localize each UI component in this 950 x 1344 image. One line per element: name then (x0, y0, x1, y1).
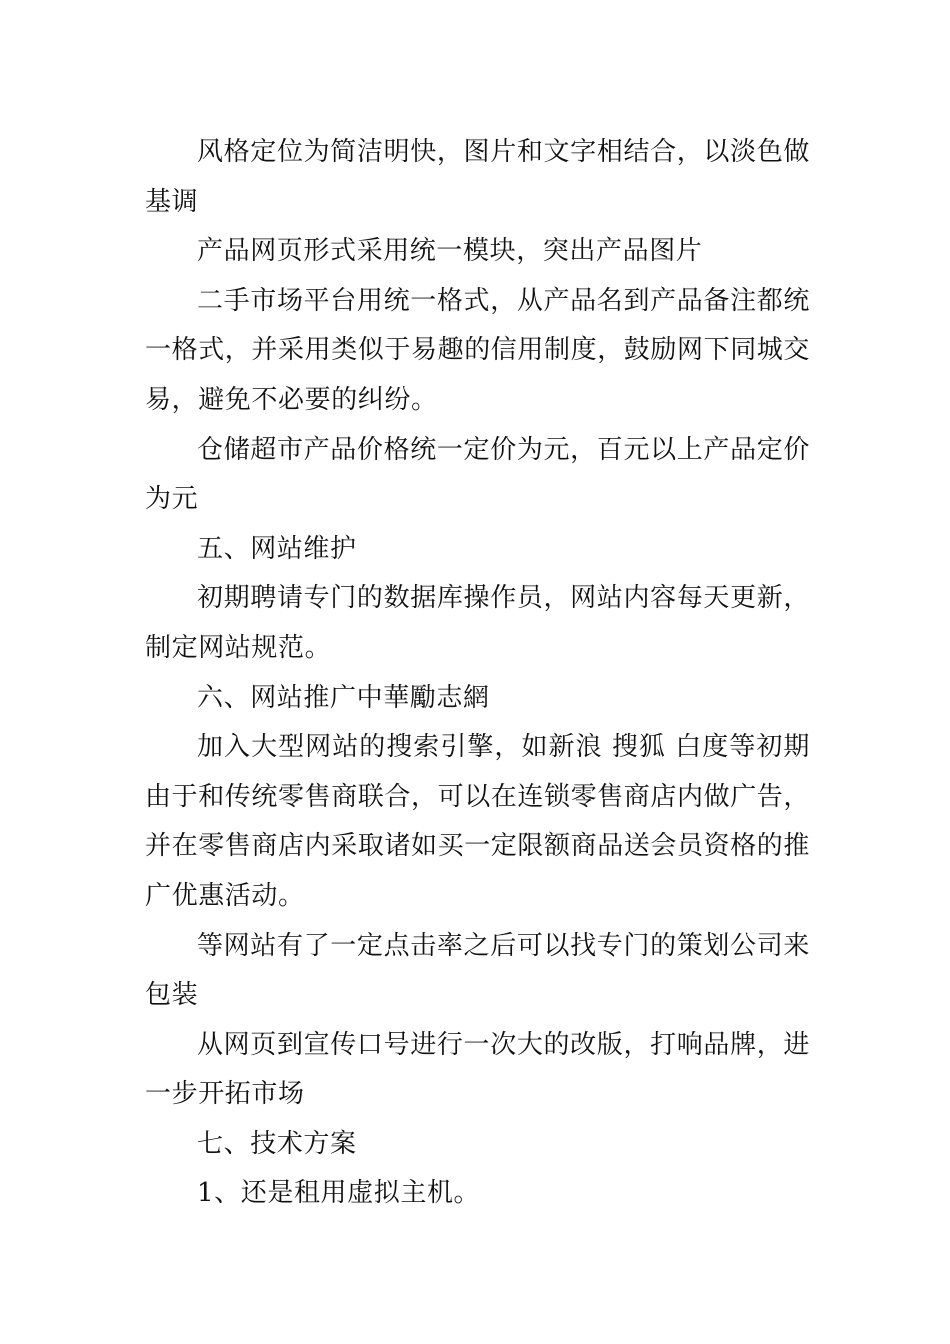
paragraph-planning-company: 等网站有了一定点击率之后可以找专门的策划公司来包装 (145, 930, 810, 1011)
section-heading-maintenance: 五、网站维护 (197, 533, 357, 564)
paragraph-style-positioning: 风格定位为简洁明快，图片和文字相结合，以淡色做基调 (145, 137, 810, 217)
paragraph-maintenance: 初期聘请专门的数据库操作员，网站内容每天更新，制定网站规范。 (145, 583, 810, 663)
section-heading-technical: 七、技术方案 (197, 1128, 357, 1159)
paragraph-rebranding: 从网页到宣传口号进行一次大的改版，打响品牌，进一步开拓市场 (145, 1029, 810, 1110)
paragraph-search-engines: 加入大型网站的搜索引擎，如新浪 搜狐 白度等初期由于和传统零售商联合，可以在连锁零售商店内做广告，并在零售商店内采取诸如买一定限额商品送会员资格的推广优惠活动。 (145, 732, 811, 911)
document-body (145, 128, 810, 1219)
paragraph-product-pages: 产品网页形式采用统一模块，突出产品图片 (197, 236, 703, 267)
paragraph-virtual-host: 1、还是租用虚拟主机。 (197, 1178, 481, 1209)
paragraph-warehouse-pricing: 仓储超市产品价格统一定价为元，百元以上产品定价为元 (145, 434, 810, 515)
paragraph-second-hand-market: 二手市场平台用统一格式，从产品名到产品备注都统一格式，并采用类似于易趣的信用制度，鼓励网下同城交易，避免不必要的纠纷。 (145, 285, 811, 415)
section-heading-promotion: 六、网站推广中華勵志網 (197, 682, 490, 713)
